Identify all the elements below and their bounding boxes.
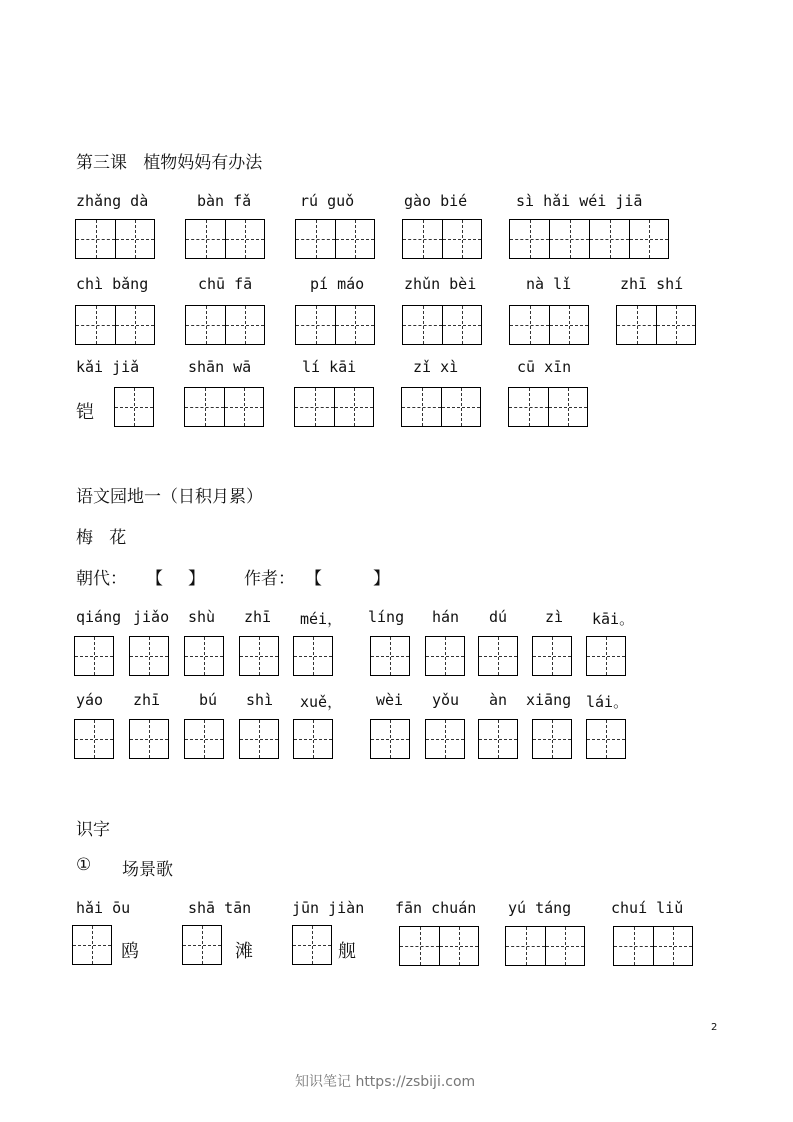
author-bracket-open: 【 xyxy=(305,569,322,589)
writing-grid-na-li[interactable] xyxy=(509,305,589,345)
poem-grid[interactable] xyxy=(239,719,279,759)
writing-grid-zi-xi[interactable] xyxy=(401,387,481,427)
author-label: 作者： xyxy=(244,569,295,589)
given-char-ou: 鸥 xyxy=(121,941,139,962)
pinyin-chui-liu: chuí liǔ xyxy=(611,899,684,917)
pinyin-ban-fa: bàn fǎ xyxy=(197,192,252,210)
writing-grid-zhun-bei[interactable] xyxy=(402,305,482,345)
pinyin-chi-bang: chì bǎng xyxy=(76,275,149,293)
pinyin-fan-chuan: fān chuán xyxy=(395,899,477,917)
poem-pinyin: kāi。 xyxy=(592,610,635,628)
poem-pinyin: xiāng xyxy=(526,691,572,709)
poem-grid[interactable] xyxy=(74,719,114,759)
page-number: 2 xyxy=(711,1022,718,1033)
pinyin-pi-mao: pí máo xyxy=(310,275,365,293)
poem-grid[interactable] xyxy=(586,719,626,759)
poem-pinyin: àn xyxy=(489,691,508,709)
poem-grid[interactable] xyxy=(293,636,333,676)
writing-grid-pi-mao[interactable] xyxy=(295,305,375,345)
poem-pinyin: líng xyxy=(368,608,405,626)
poem-title: 梅 花 xyxy=(76,528,127,548)
writing-grid-jun-jian[interactable] xyxy=(292,925,332,965)
given-char-kai: 铠 xyxy=(76,402,94,423)
poem-grid[interactable] xyxy=(478,636,518,676)
poem-grid[interactable] xyxy=(532,719,572,759)
writing-grid-fan-chuan[interactable] xyxy=(399,926,479,966)
writing-grid-zhang-da[interactable] xyxy=(75,219,155,259)
writing-grid-li-kai[interactable] xyxy=(294,387,374,427)
writing-grid-chui-liu[interactable] xyxy=(613,926,693,966)
shizi-title: 识字 xyxy=(76,820,110,840)
pinyin-ru-guo: rú guǒ xyxy=(300,192,355,210)
footer-watermark: 知识笔记 https://zsbiji.com xyxy=(295,1074,476,1090)
poem-grid[interactable] xyxy=(425,636,465,676)
poem-pinyin: zì xyxy=(545,608,564,626)
writing-grid-si-hai-wei-jia[interactable] xyxy=(509,219,669,259)
pinyin-zhun-bei: zhǔn bèi xyxy=(404,275,477,293)
poem-grid[interactable] xyxy=(184,636,224,676)
pinyin-yu-tang: yú táng xyxy=(508,899,572,917)
poem-grid[interactable] xyxy=(184,719,224,759)
writing-grid-ru-guo[interactable] xyxy=(295,219,375,259)
pinyin-hai-ou: hǎi ōu xyxy=(76,899,131,917)
poem-pinyin: xuě， xyxy=(300,693,343,711)
poem-grid[interactable] xyxy=(370,719,410,759)
pinyin-cu-xin: cū xīn xyxy=(517,358,572,376)
pinyin-na-li: nà lǐ xyxy=(526,275,572,293)
poem-grid[interactable] xyxy=(293,719,333,759)
pinyin-kai-jia: kǎi jiǎ xyxy=(76,358,140,376)
poem-grid[interactable] xyxy=(74,636,114,676)
poem-grid[interactable] xyxy=(129,719,169,759)
writing-grid-gao-bie[interactable] xyxy=(402,219,482,259)
writing-grid-zhi-shi[interactable] xyxy=(616,305,696,345)
writing-grid-chi-bang[interactable] xyxy=(75,305,155,345)
dynasty-bracket-close: 】 xyxy=(188,569,205,589)
writing-grid-ban-fa[interactable] xyxy=(185,219,265,259)
pinyin-gao-bie: gào bié xyxy=(404,192,468,210)
writing-grid-sha-tan[interactable] xyxy=(182,925,222,965)
poem-pinyin: jiǎo xyxy=(133,608,170,626)
dynasty-bracket-open: 【 xyxy=(146,569,163,589)
poem-pinyin: qiáng xyxy=(76,608,122,626)
pinyin-sha-tan: shā tān xyxy=(188,899,252,917)
pinyin-si-hai-wei-jia: sì hǎi wéi jiā xyxy=(516,192,643,210)
dynasty-label: 朝代： xyxy=(76,569,127,589)
poem-pinyin: hán xyxy=(432,608,460,626)
poem-pinyin: zhī xyxy=(133,691,161,709)
given-char-tan: 滩 xyxy=(235,941,253,962)
poem-pinyin: bú xyxy=(199,691,218,709)
pinyin-li-kai: lí kāi xyxy=(302,358,357,376)
writing-grid-cu-xin[interactable] xyxy=(508,387,588,427)
poem-pinyin: yáo xyxy=(76,691,104,709)
author-bracket-close: 】 xyxy=(373,569,390,589)
poem-grid[interactable] xyxy=(586,636,626,676)
poem-pinyin: méi， xyxy=(300,610,343,628)
writing-grid-chu-fa[interactable] xyxy=(185,305,265,345)
shizi-sub-number: ① xyxy=(76,855,92,875)
pinyin-jun-jian: jūn jiàn xyxy=(292,899,365,917)
lesson3-title: 第三课 植物妈妈有办法 xyxy=(76,153,263,173)
poem-pinyin: shì xyxy=(246,691,274,709)
poem-pinyin: wèi xyxy=(376,691,404,709)
poem-grid[interactable] xyxy=(370,636,410,676)
poem-pinyin: yǒu xyxy=(432,691,460,709)
poem-grid[interactable] xyxy=(478,719,518,759)
poem-pinyin: lái。 xyxy=(586,693,629,711)
pinyin-zi-xi: zǐ xì xyxy=(413,358,459,376)
poem-grid[interactable] xyxy=(532,636,572,676)
pinyin-zhang-da: zhǎng dà xyxy=(76,192,149,210)
poem-pinyin: shù xyxy=(188,608,216,626)
pinyin-chu-fa: chū fā xyxy=(198,275,253,293)
writing-grid-shan-wa[interactable] xyxy=(184,387,264,427)
poem-pinyin: zhī xyxy=(244,608,272,626)
shizi-sub-title: 场景歌 xyxy=(122,860,173,880)
garden-title: 语文园地一（日积月累） xyxy=(76,487,263,507)
pinyin-shan-wa: shān wā xyxy=(188,358,252,376)
writing-grid-hai-ou[interactable] xyxy=(72,925,112,965)
given-char-jian: 舰 xyxy=(338,941,356,962)
poem-pinyin: dú xyxy=(489,608,508,626)
writing-grid-kai-jia[interactable] xyxy=(114,387,154,427)
poem-grid[interactable] xyxy=(129,636,169,676)
pinyin-zhi-shi: zhī shí xyxy=(620,275,684,293)
poem-grid[interactable] xyxy=(425,719,465,759)
writing-grid-yu-tang[interactable] xyxy=(505,926,585,966)
poem-grid[interactable] xyxy=(239,636,279,676)
